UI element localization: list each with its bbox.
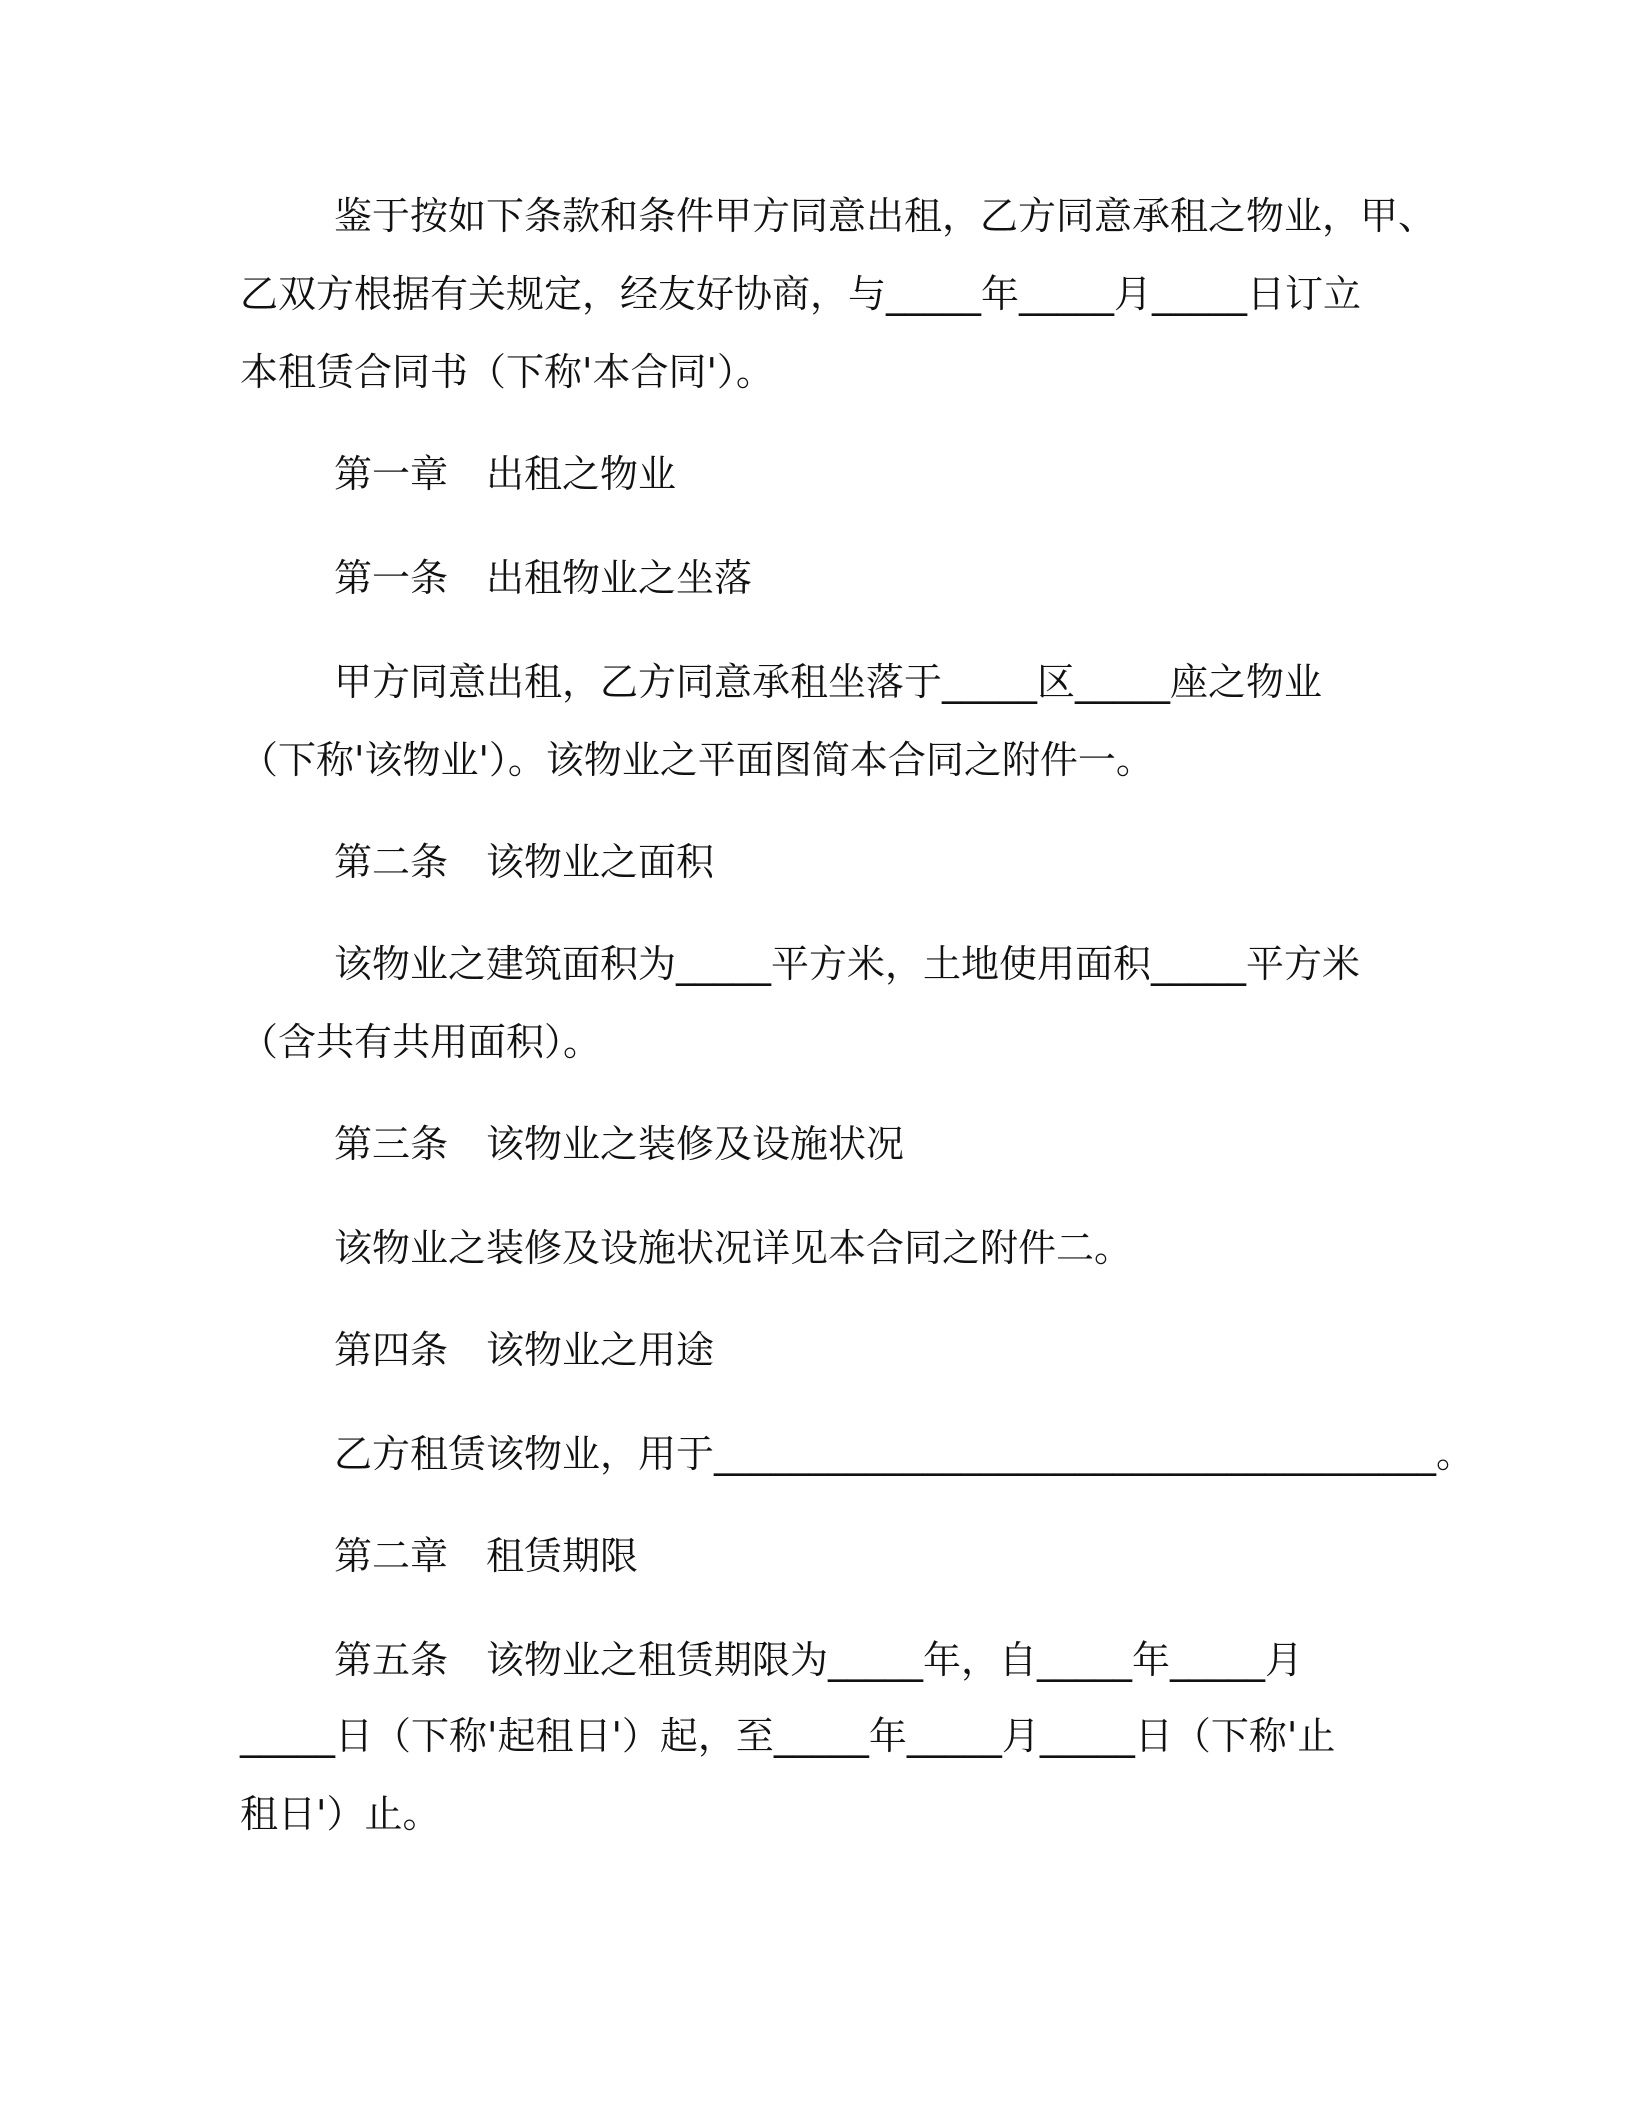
chapter-1-heading: 第一章 出租之物业 — [334, 452, 677, 496]
article-4-line-1: 乙方租赁该物业，用于______________________________________。 — [334, 1432, 1475, 1476]
article-1-line-1: 甲方同意出租，乙方同意承租坐落于_____区_____座之物业 — [334, 660, 1323, 704]
article-2-line-2: （含共有共用面积）。 — [240, 1020, 602, 1064]
article-4-heading: 第四条 该物业之用途 — [334, 1328, 715, 1372]
article-1-line-2: （下称'该物业'）。该物业之平面图简本合同之附件一。 — [240, 738, 1154, 782]
article-5-line-2: _____日（下称'起租日'）起，至_____年_____月_____日（下称'止 — [240, 1714, 1336, 1758]
article-5-line-3: 租日'）止。 — [240, 1792, 441, 1836]
article-1-heading: 第一条 出租物业之坐落 — [334, 556, 753, 600]
chapter-2-heading: 第二章 租赁期限 — [334, 1534, 639, 1578]
intro-line-2: 乙双方根据有关规定，经友好协商，与_____年_____月_____日订立 — [240, 272, 1362, 316]
article-2-line-1: 该物业之建筑面积为_____平方米，土地使用面积_____平方米 — [334, 942, 1361, 986]
article-2-heading: 第二条 该物业之面积 — [334, 840, 715, 884]
article-3-line-1: 该物业之装修及设施状况详见本合同之附件二。 — [334, 1226, 1133, 1270]
intro-line-1: 鉴于按如下条款和条件甲方同意出租，乙方同意承租之物业，甲、 — [334, 194, 1437, 238]
article-3-heading: 第三条 该物业之装修及设施状况 — [334, 1122, 905, 1166]
intro-line-3: 本租赁合同书（下称'本合同'）。 — [240, 350, 774, 394]
article-5-line-1: 第五条 该物业之租赁期限为_____年，自_____年_____月 — [334, 1638, 1304, 1682]
